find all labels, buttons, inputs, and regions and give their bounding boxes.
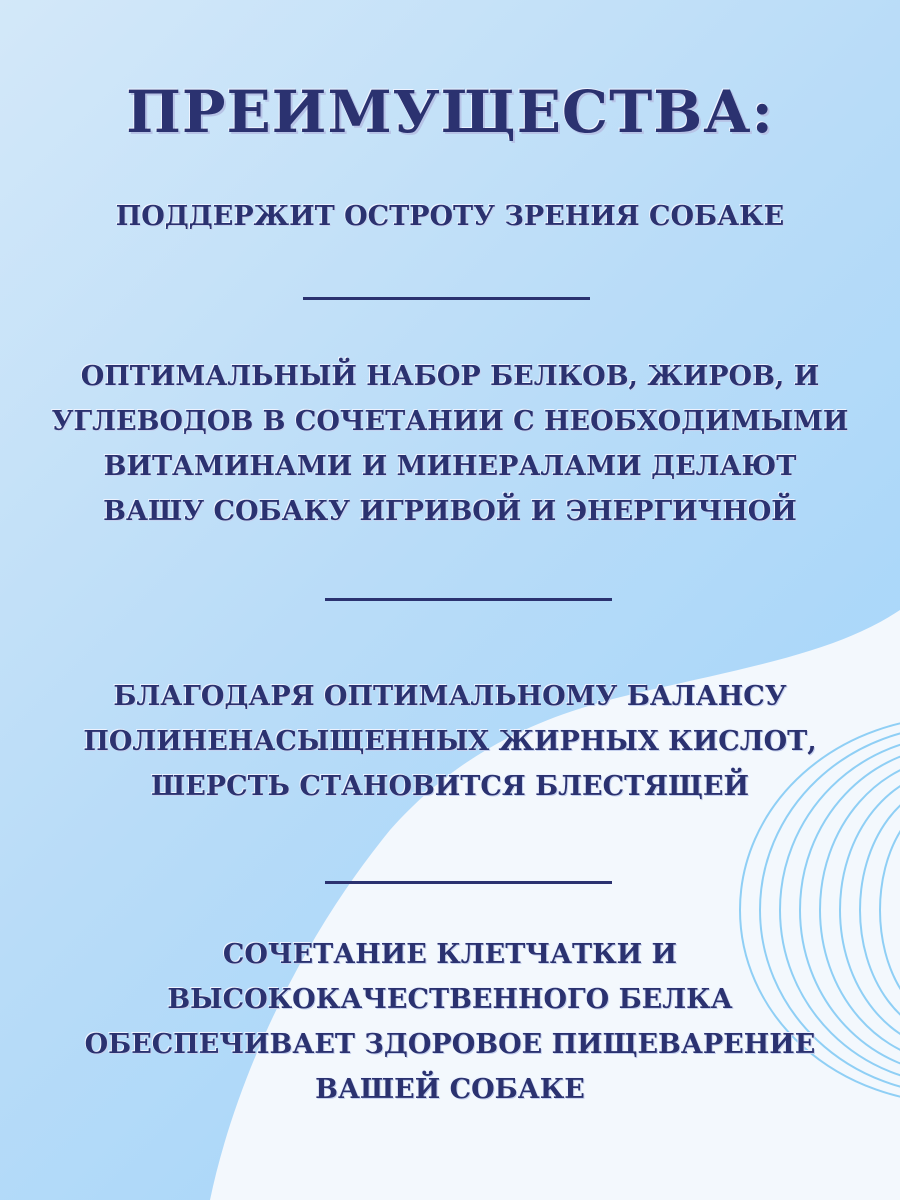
page-title: ПРЕИМУЩЕСТВА: bbox=[126, 78, 774, 146]
divider bbox=[325, 881, 612, 884]
benefit-text-line: ВЫСОКОКАЧЕСТВЕННОГО БЕЛКА bbox=[167, 984, 733, 1015]
benefit-vision bbox=[20, 194, 880, 239]
benefit-text-line: БЛАГОДАРЯ ОПТИМАЛЬНОМУ БАЛАНСУ bbox=[113, 681, 787, 712]
benefit-text-line: ШЕРСТЬ СТАНОВИТСЯ БЛЕСТЯЩЕЙ bbox=[150, 771, 750, 802]
benefit-text-line: ОБЕСПЕЧИВАЕТ ЗДОРОВОЕ ПИЩЕВАРЕНИЕ bbox=[84, 1029, 816, 1060]
benefit-text-line: УГЛЕВОДОВ В СОЧЕТАНИИ С НЕОБХОДИМЫМИ bbox=[51, 406, 849, 437]
divider bbox=[303, 297, 590, 300]
benefit-text-line: ВИТАМИНАМИ И МИНЕРАЛАМИ ДЕЛАЮТ bbox=[103, 451, 797, 482]
benefit-nutrition bbox=[20, 354, 880, 534]
benefit-text-line: ПОЛИНЕНАСЫЩЕННЫХ ЖИРНЫХ КИСЛОТ, bbox=[83, 726, 817, 757]
benefit-coat bbox=[20, 674, 880, 809]
benefit-text-line: ВАШЕЙ СОБАКЕ bbox=[315, 1074, 585, 1105]
benefit-text-line: ВАШУ СОБАКУ ИГРИВОЙ И ЭНЕРГИЧНОЙ bbox=[103, 496, 797, 527]
benefit-text-line: ОПТИМАЛЬНЫЙ НАБОР БЕЛКОВ, ЖИРОВ, И bbox=[80, 361, 820, 392]
benefit-text-line: ПОДДЕРЖИТ ОСТРОТУ ЗРЕНИЯ СОБАКЕ bbox=[115, 201, 785, 232]
divider bbox=[325, 598, 612, 601]
benefit-digestion bbox=[20, 932, 880, 1112]
benefit-text-line: СОЧЕТАНИЕ КЛЕТЧАТКИ И bbox=[222, 939, 678, 970]
